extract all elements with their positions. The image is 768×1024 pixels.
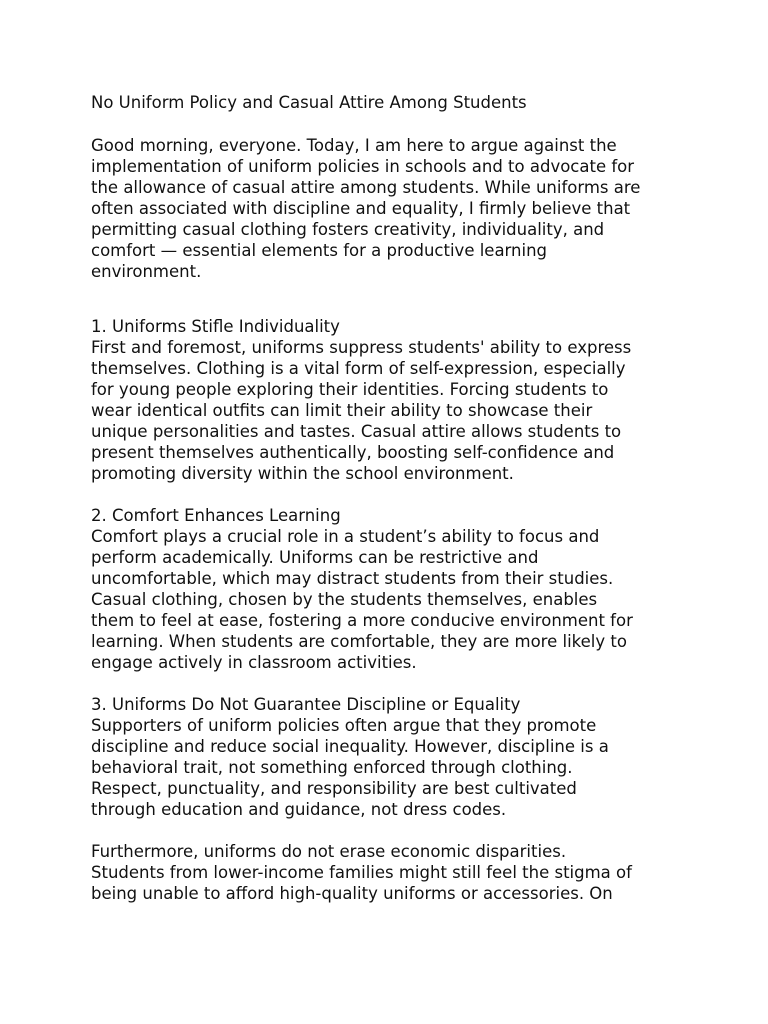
section-heading: 1. Uniforms Stifle Individuality (91, 317, 340, 336)
paragraph-line: learning. When students are comfortable, they are more likely to (91, 632, 627, 651)
paragraph-line: Respect, punctuality, and responsibility are best cultivated (91, 779, 577, 798)
spacer (91, 673, 691, 694)
spacer (91, 820, 691, 841)
document-page (91, 92, 691, 904)
section-heading: 2. Comfort Enhances Learning (91, 506, 341, 525)
paragraph-line: the allowance of casual attire among students. While uniforms are (91, 178, 641, 197)
intro-paragraph (91, 135, 691, 282)
paragraph-line: comfort — essential elements for a productive learning (91, 241, 548, 260)
paragraph-line: implementation of uniform policies in schools and to advocate for (91, 157, 635, 176)
paragraph-line: promoting diversity within the school environment. (91, 464, 514, 483)
document-title: No Uniform Policy and Casual Attire Among Students (91, 93, 527, 112)
paragraph-line: through education and guidance, not dress codes. (91, 800, 507, 819)
paragraph-line: present themselves authentically, boosting self-confidence and (91, 443, 615, 462)
paragraph-line: wear identical outfits can limit their ability to showcase their (91, 401, 593, 420)
paragraph-line: for young people exploring their identities. Forcing students to (91, 380, 609, 399)
paragraph-line: Good morning, everyone. Today, I am here to argue against the (91, 136, 617, 155)
paragraph-line: First and foremost, uniforms suppress students' ability to express (91, 338, 632, 357)
paragraph-line: Comfort plays a crucial role in a student’s ability to focus and (91, 527, 600, 546)
section-heading: 3. Uniforms Do Not Guarantee Discipline or Equality (91, 695, 521, 714)
section-1 (91, 316, 691, 484)
section-2 (91, 505, 691, 673)
section-3 (91, 694, 691, 820)
paragraph-line: Supporters of uniform policies often argue that they promote (91, 716, 597, 735)
paragraph-line: permitting casual clothing fosters creativity, individuality, and (91, 220, 605, 239)
spacer (91, 282, 691, 316)
paragraph-line: Furthermore, uniforms do not erase economic disparities. (91, 842, 567, 861)
paragraph-line: environment. (91, 262, 202, 281)
paragraph-line: often associated with discipline and equality, I firmly believe that (91, 199, 631, 218)
paragraph-line: them to feel at ease, fostering a more conducive environment for (91, 611, 633, 630)
paragraph-line: behavioral trait, not something enforced through clothing. (91, 758, 573, 777)
closing-paragraph (91, 841, 691, 904)
paragraph-line: engage actively in classroom activities. (91, 653, 417, 672)
paragraph-line: discipline and reduce social inequality. However, discipline is a (91, 737, 609, 756)
paragraph-line: unique personalities and tastes. Casual attire allows students to (91, 422, 622, 441)
paragraph-line: uncomfortable, which may distract students from their studies. (91, 569, 614, 588)
paragraph-line: Students from lower-income families might still feel the stigma of (91, 863, 632, 882)
paragraph-line: themselves. Clothing is a vital form of self-expression, especially (91, 359, 626, 378)
paragraph-line: perform academically. Uniforms can be restrictive and (91, 548, 539, 567)
spacer (91, 484, 691, 505)
paragraph-line: being unable to afford high-quality uniforms or accessories. On (91, 884, 613, 903)
paragraph-line: Casual clothing, chosen by the students themselves, enables (91, 590, 598, 609)
